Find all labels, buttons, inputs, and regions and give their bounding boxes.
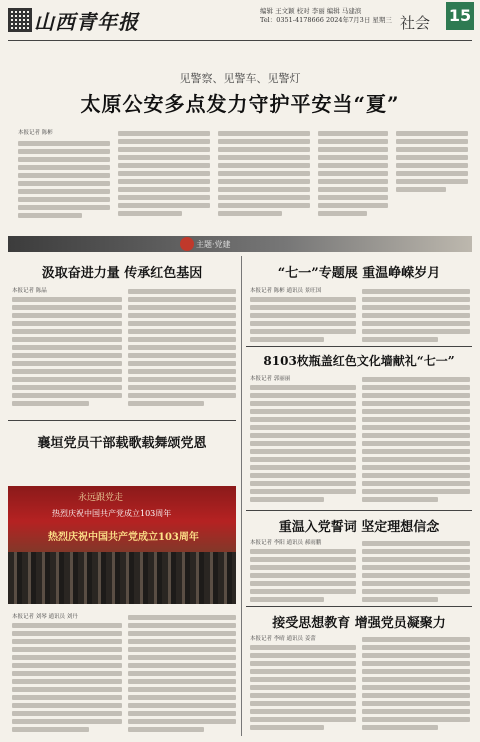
masthead-divider bbox=[8, 40, 472, 41]
masthead-info-line1: 编辑 王文颖 校对 李丽 编辑 马建滨 bbox=[260, 7, 362, 15]
qr-code-icon bbox=[8, 8, 32, 32]
masthead-info bbox=[260, 7, 392, 25]
article-3-title: 襄垣党员干部载歌载舞颂党恩 bbox=[37, 436, 207, 451]
top-article-col-2 bbox=[118, 128, 210, 228]
article-5-byline: 本报记者 李阳 通讯员 郝雨鹏 bbox=[250, 540, 322, 546]
party-emblem-icon bbox=[180, 237, 194, 251]
article-6-col-2 bbox=[362, 634, 470, 736]
section-banner bbox=[8, 236, 472, 252]
photo-caption-line2: 热烈庆祝中国共产党成立103周年 bbox=[52, 509, 172, 518]
article-5-col-1 bbox=[250, 546, 356, 602]
article-1-divider bbox=[8, 420, 236, 421]
article-3-col-1 bbox=[12, 620, 122, 734]
article-1-byline: 本报记者 陈晶 bbox=[12, 288, 47, 294]
article-6-title: 接受思想教育 增强党员凝聚力 bbox=[272, 616, 446, 631]
page-number: 15 bbox=[446, 2, 474, 30]
section-banner-label: 主题·党建 bbox=[196, 240, 231, 249]
article-2-divider bbox=[246, 346, 472, 347]
article-6-byline: 本报记者 李晴 通讯员 姜蕾 bbox=[250, 636, 316, 642]
article-2-col-2 bbox=[362, 286, 470, 342]
section-name: 社会 bbox=[400, 14, 431, 32]
masthead-info-line2: Tel：0351-4178666 2024年7月3日 星期三 bbox=[260, 16, 392, 24]
article-1-title: 汲取奋进力量 传承红色基因 bbox=[41, 266, 203, 281]
article-2-title: “七一”专题展 重温峥嵘岁月 bbox=[277, 266, 441, 281]
top-article-col-3 bbox=[218, 128, 310, 228]
article-4-title: 8103枚瓶盖红色文化墙献礼“七一” bbox=[263, 354, 455, 368]
article-3-col-2 bbox=[128, 612, 236, 734]
top-article-byline: 本报记者 陈彬 bbox=[18, 130, 53, 136]
article-1-col-2 bbox=[128, 286, 236, 412]
newspaper-logo: 山西青年报 bbox=[34, 10, 139, 34]
article-4-col-2 bbox=[362, 374, 470, 508]
photo-caption-line3: 热烈庆祝中国共产党成立103周年 bbox=[48, 532, 199, 543]
article-3-byline: 本报记者 刘琴 通讯员 刘丹 bbox=[12, 614, 78, 620]
photo-crowd bbox=[8, 552, 236, 604]
top-article-col-1 bbox=[18, 138, 110, 228]
top-article-col-5 bbox=[396, 128, 468, 198]
top-article-col-4 bbox=[318, 128, 388, 228]
column-divider bbox=[241, 256, 242, 736]
article-1-col-1 bbox=[12, 294, 122, 412]
article-2-byline: 本报记者 陈彬 通讯员 景旺国 bbox=[250, 288, 322, 294]
article-5-title: 重温入党誓词 坚定理想信念 bbox=[278, 520, 440, 535]
top-article-kicker: 见警察、见警车、见警灯 bbox=[179, 72, 301, 85]
article-3-photo bbox=[8, 486, 236, 604]
article-4-byline: 本报记者 郭丽丽 bbox=[250, 376, 291, 382]
article-4-divider bbox=[246, 510, 472, 511]
article-5-divider bbox=[246, 606, 472, 607]
article-5-col-2 bbox=[362, 538, 470, 602]
photo-caption-line1: 永远跟党走 bbox=[78, 493, 124, 503]
article-2-col-1 bbox=[250, 294, 356, 342]
article-4-col-1 bbox=[250, 382, 356, 508]
top-article-headline: 太原公安多点发力守护平安当“夏” bbox=[80, 92, 400, 116]
article-6-col-1 bbox=[250, 642, 356, 736]
